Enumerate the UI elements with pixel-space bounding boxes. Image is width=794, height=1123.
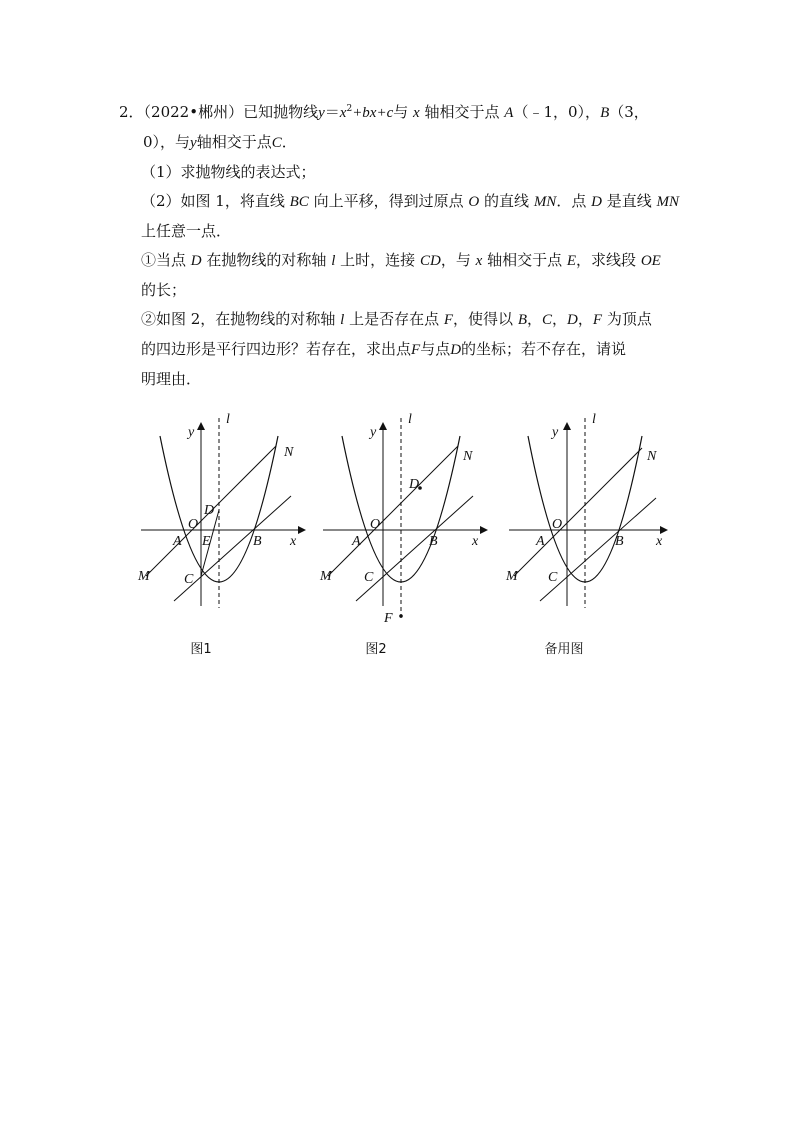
label-M: M xyxy=(138,569,150,584)
figure-1 xyxy=(136,408,311,658)
text: ①当点 xyxy=(141,251,187,269)
label-y: y xyxy=(370,425,377,440)
text: ， xyxy=(527,310,543,328)
label-N: N xyxy=(647,449,657,464)
text: 的长； xyxy=(141,281,187,299)
figure-backup-graph xyxy=(504,408,679,638)
text: 在抛物线的对称轴 xyxy=(206,251,327,269)
caption-figure-1: 图1 xyxy=(190,642,212,657)
text: ，与 xyxy=(440,251,471,269)
text: ． xyxy=(281,133,297,151)
text: 轴相交于点 xyxy=(487,251,563,269)
label-E: E xyxy=(202,534,211,549)
text: ，求线段 xyxy=(576,251,637,269)
text: 的坐标；若不存在，请说 xyxy=(461,340,627,358)
label-l: l xyxy=(226,412,230,427)
label-x: x xyxy=(290,534,297,549)
line-BC xyxy=(540,498,656,601)
caption-figure-backup: 备用图 xyxy=(544,642,584,657)
question-1-text: （1）求抛物线的表达式； xyxy=(141,163,316,181)
label-D: D xyxy=(204,503,215,518)
subquestion-2-end xyxy=(119,365,679,394)
segment-OE: OE xyxy=(640,253,661,269)
text: （2）如图 1，将直线 xyxy=(141,192,285,210)
var-y: y xyxy=(318,105,325,121)
problem-number: 2． xyxy=(119,103,144,121)
exponent: 2 xyxy=(346,104,353,114)
text: ，使得以 xyxy=(453,310,514,328)
text: ， xyxy=(552,310,568,328)
var-x: x xyxy=(413,105,420,121)
problem-line-2 xyxy=(119,128,679,158)
text: 是直线 xyxy=(606,192,652,210)
point-D: D xyxy=(190,253,202,269)
label-C: C xyxy=(184,572,194,587)
point-C: C xyxy=(271,135,282,151)
line-CD: CD xyxy=(419,253,441,269)
text: 的直线 xyxy=(484,192,530,210)
point-F: F xyxy=(411,342,421,358)
text: 上任意一点． xyxy=(141,222,232,240)
subquestion-1 xyxy=(119,246,679,276)
line-BC: BC xyxy=(289,194,309,210)
label-C: C xyxy=(364,570,374,585)
text: 与点 xyxy=(420,340,451,358)
line-MN: MN xyxy=(533,194,557,210)
y-axis-arrow xyxy=(379,422,387,430)
label-N: N xyxy=(284,445,294,460)
text: 上是否存在点 xyxy=(349,310,440,328)
point-D: D xyxy=(591,194,602,210)
var-x: x xyxy=(475,253,483,269)
coord-B: （3， xyxy=(609,103,649,121)
point-C: C xyxy=(542,312,553,328)
label-N: N xyxy=(463,449,473,464)
line-BC xyxy=(356,496,473,601)
text: 为顶点 xyxy=(606,310,652,328)
x-axis-arrow xyxy=(660,526,668,534)
point-F: F xyxy=(443,312,454,328)
label-O: O xyxy=(188,517,199,532)
question-2 xyxy=(119,187,679,217)
label-M: M xyxy=(320,569,332,584)
label-A: A xyxy=(536,534,545,549)
label-B: B xyxy=(253,534,262,549)
label-x: x xyxy=(472,534,479,549)
y-axis-arrow xyxy=(563,422,571,430)
text: 轴相交于点 xyxy=(424,103,500,121)
label-x: x xyxy=(656,534,663,549)
label-O: O xyxy=(370,517,381,532)
problem-source: （2022•郴州） xyxy=(143,103,244,121)
label-y: y xyxy=(552,425,559,440)
text: 轴相交于点 xyxy=(196,133,272,151)
label-B: B xyxy=(615,534,624,549)
label-F: F xyxy=(384,611,393,626)
label-A: A xyxy=(352,534,361,549)
problem-line-1 xyxy=(119,98,679,128)
point-D: D xyxy=(450,342,462,358)
figure-2-graph xyxy=(318,408,493,638)
point-F xyxy=(399,614,403,618)
point-O: O xyxy=(468,194,480,210)
text: ＝ xyxy=(324,103,340,121)
text: 向上平移，得到过原点 xyxy=(313,192,464,210)
subquestion-2 xyxy=(119,305,679,335)
figure-2 xyxy=(318,408,493,658)
text: 已知抛物线 xyxy=(243,103,319,121)
text: 上时，连接 xyxy=(340,251,416,269)
axis-l: l xyxy=(331,253,336,269)
text: 的四边形是平行四边形？若存在，求出点 xyxy=(141,340,412,358)
var-x: x xyxy=(339,105,347,121)
caption-figure-2: 图2 xyxy=(365,642,387,657)
axis-l: l xyxy=(340,312,345,328)
y-axis-arrow xyxy=(197,422,205,430)
point-B: B xyxy=(517,312,527,328)
line-MN: MN xyxy=(656,194,680,210)
problem-text xyxy=(119,98,679,394)
line-MN xyxy=(328,446,458,576)
label-M: M xyxy=(506,569,518,584)
equation-rest: +bx+c xyxy=(352,105,394,121)
coord-A: （﹣1，0）， xyxy=(513,103,601,121)
point-F: F xyxy=(592,312,603,328)
label-C: C xyxy=(548,570,558,585)
label-O: O xyxy=(552,517,563,532)
label-D: D xyxy=(409,477,420,492)
figures xyxy=(136,408,676,668)
text: ．点 xyxy=(556,192,587,210)
text: ②如图 2，在抛物线的对称轴 xyxy=(141,310,336,328)
line-MN xyxy=(514,448,642,576)
var-y: y xyxy=(190,135,197,151)
figure-1-graph xyxy=(136,408,311,638)
question-2-cont xyxy=(119,217,679,246)
point-A: A xyxy=(504,105,514,121)
question-1 xyxy=(119,158,679,187)
x-axis-arrow xyxy=(298,526,306,534)
label-A: A xyxy=(173,534,182,549)
point-E: E xyxy=(566,253,577,269)
x-axis-arrow xyxy=(480,526,488,534)
label-y: y xyxy=(188,425,195,440)
text: 与 xyxy=(393,103,409,121)
text: ， xyxy=(577,310,593,328)
label-B: B xyxy=(429,534,438,549)
text: 0），与 xyxy=(143,133,191,151)
label-l: l xyxy=(408,412,412,427)
subquestion-2-cont xyxy=(119,335,679,365)
figure-backup xyxy=(504,408,679,658)
subquestion-1-cont xyxy=(119,276,679,305)
point-B: B xyxy=(600,105,610,121)
label-l: l xyxy=(592,412,596,427)
point-D: D xyxy=(567,312,578,328)
text: 明理由． xyxy=(141,370,202,388)
